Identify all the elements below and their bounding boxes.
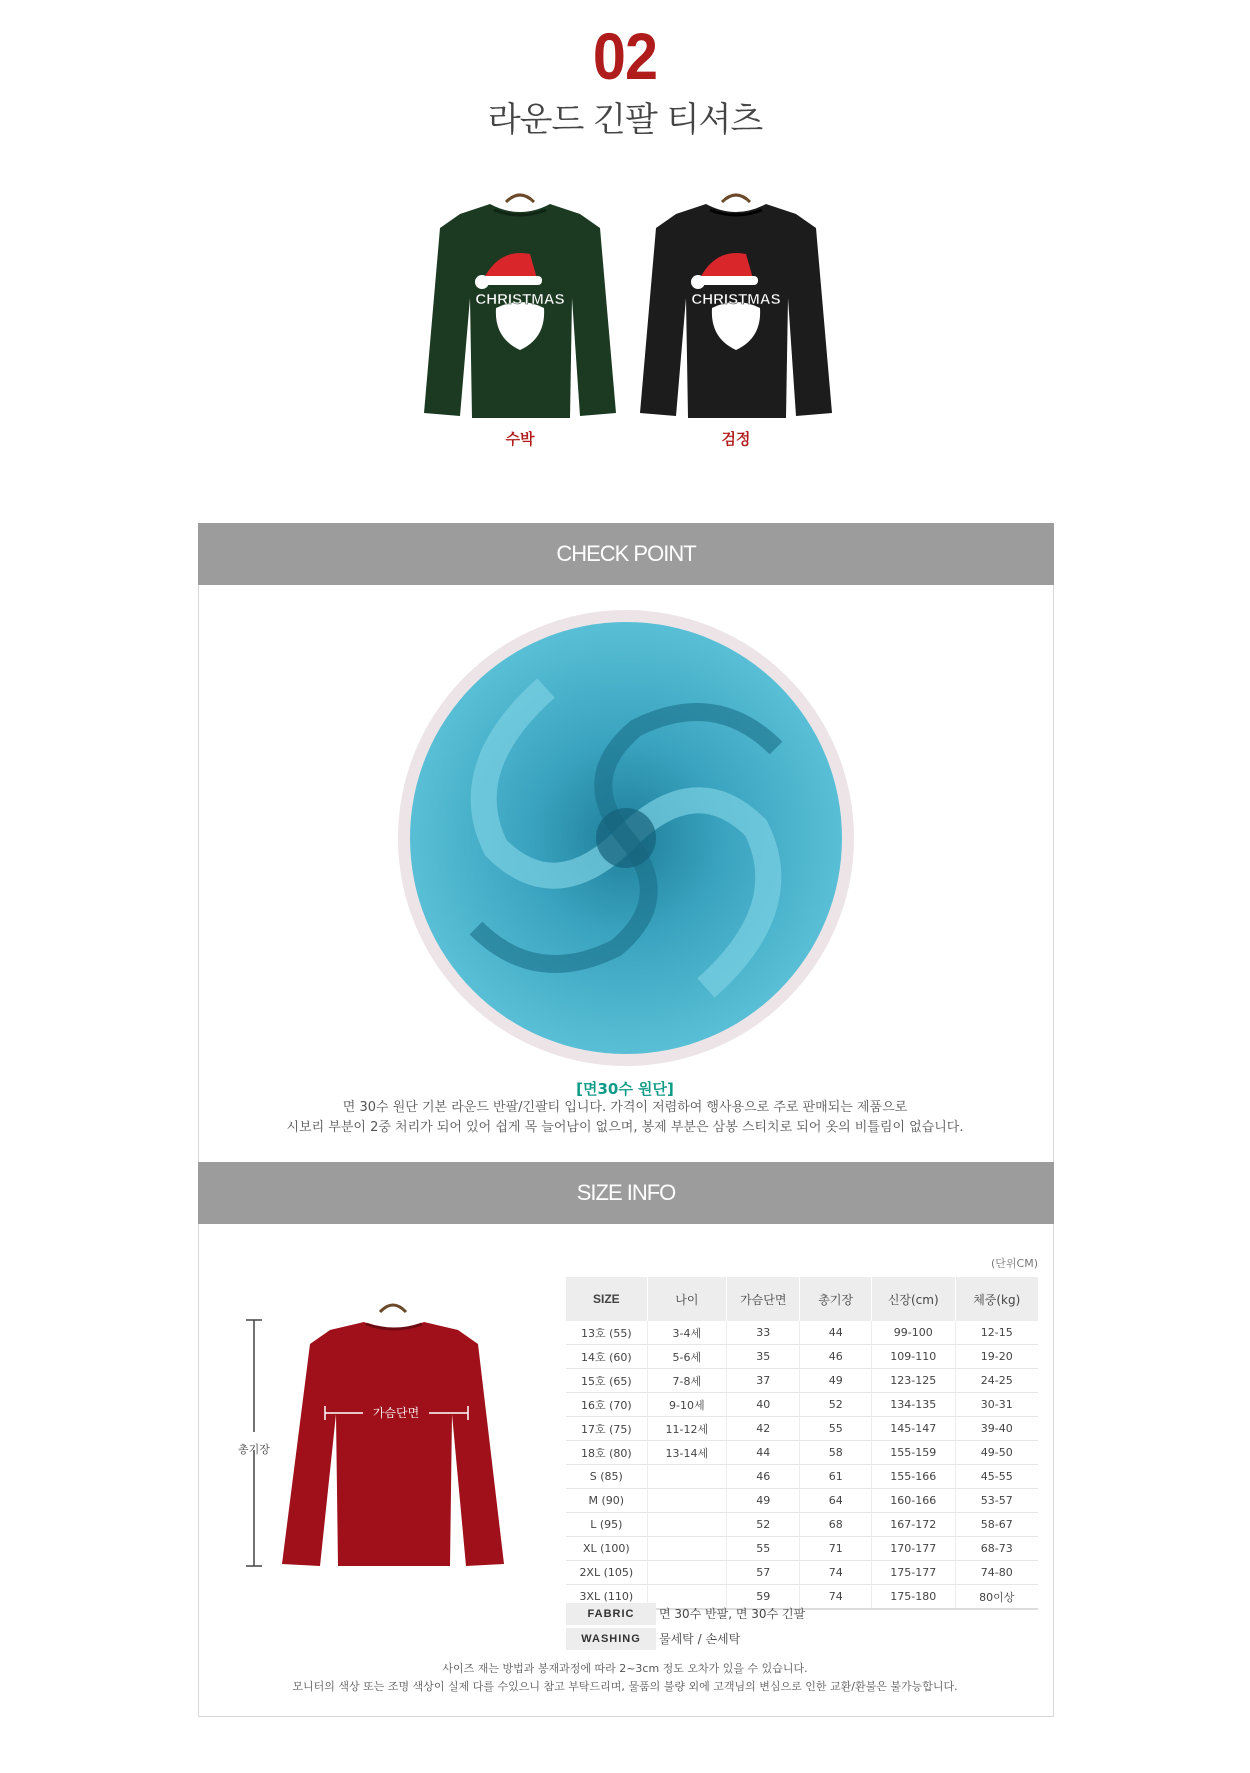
col-chest: 가슴단면 (727, 1277, 800, 1321)
size-cell (647, 1513, 726, 1537)
size-cell: 44 (800, 1321, 872, 1345)
fabric-key: FABRIC (566, 1603, 656, 1625)
size-cell: 35 (727, 1345, 800, 1369)
color-option-green[interactable] (420, 188, 620, 448)
check-point-header: CHECK POINT (198, 523, 1054, 585)
size-cell: 49 (800, 1369, 872, 1393)
size-cell: S (85) (566, 1465, 647, 1489)
print-text: CHRISTMAS (691, 291, 781, 308)
size-row (566, 1321, 1038, 1345)
size-cell: 14호 (60) (566, 1345, 647, 1369)
color-label-green: 수박 (505, 430, 535, 448)
size-cell (647, 1465, 726, 1489)
size-cell: M (90) (566, 1489, 647, 1513)
size-table-header (566, 1277, 1038, 1321)
size-cell: 55 (800, 1417, 872, 1441)
size-cell: XL (100) (566, 1537, 647, 1561)
size-cell: 7-8세 (647, 1369, 726, 1393)
size-row (566, 1465, 1038, 1489)
size-cell: L (95) (566, 1513, 647, 1537)
size-cell: 18호 (80) (566, 1441, 647, 1465)
size-cell: 155-166 (871, 1465, 955, 1489)
size-cell: 74 (800, 1561, 872, 1585)
size-cell: 175-177 (871, 1561, 955, 1585)
size-cell: 80이상 (955, 1585, 1038, 1610)
size-cell: 9-10세 (647, 1393, 726, 1417)
color-option-black[interactable] (636, 188, 836, 448)
size-table (566, 1277, 1038, 1610)
product-number: 02 (592, 19, 658, 93)
size-cell: 19-20 (955, 1345, 1038, 1369)
size-cell: 68-73 (955, 1537, 1038, 1561)
size-row (566, 1537, 1038, 1561)
size-cell: 37 (727, 1369, 800, 1393)
col-weight: 체중(kg) (955, 1277, 1038, 1321)
col-length: 총기장 (800, 1277, 872, 1321)
color-label-black: 검정 (721, 430, 751, 448)
size-cell: 59 (727, 1585, 800, 1610)
size-cell: 44 (727, 1441, 800, 1465)
size-row (566, 1369, 1038, 1393)
size-cell: 13호 (55) (566, 1321, 647, 1345)
size-row (566, 1513, 1038, 1537)
size-cell (647, 1537, 726, 1561)
size-cell: 30-31 (955, 1393, 1038, 1417)
unit-label: (단위CM) (990, 1257, 1038, 1270)
size-row (566, 1417, 1038, 1441)
size-row (566, 1561, 1038, 1585)
size-cell: 13-14세 (647, 1441, 726, 1465)
size-cell: 134-135 (871, 1393, 955, 1417)
tshirt-black-image (636, 188, 836, 418)
size-cell: 11-12세 (647, 1417, 726, 1441)
fabric-description-line-1: 면 30수 원단 기본 라운드 반팔/긴팔티 입니다. 가격이 저렴하여 행사용으로 주로 판매되는 제품으로 (342, 1100, 908, 1115)
size-cell: 3XL (110) (566, 1585, 647, 1610)
size-cell: 52 (800, 1393, 872, 1417)
size-notice (0, 1660, 1250, 1696)
size-cell: 16호 (70) (566, 1393, 647, 1417)
size-cell: 46 (727, 1465, 800, 1489)
size-row (566, 1441, 1038, 1465)
size-cell: 57 (727, 1561, 800, 1585)
size-cell: 49 (727, 1489, 800, 1513)
chest-label: 가슴단면 (372, 1406, 420, 1420)
size-cell: 45-55 (955, 1465, 1038, 1489)
size-cell: 52 (727, 1513, 800, 1537)
size-cell: 58-67 (955, 1513, 1038, 1537)
size-row (566, 1393, 1038, 1417)
size-cell: 61 (800, 1465, 872, 1489)
size-row (566, 1489, 1038, 1513)
size-cell: 74-80 (955, 1561, 1038, 1585)
size-cell: 74 (800, 1585, 872, 1610)
size-cell: 24-25 (955, 1369, 1038, 1393)
size-cell: 3-4세 (647, 1321, 726, 1345)
size-cell: 5-6세 (647, 1345, 726, 1369)
size-cell: 39-40 (955, 1417, 1038, 1441)
size-cell: 15호 (65) (566, 1369, 647, 1393)
size-cell: 170-177 (871, 1537, 955, 1561)
tshirt-green-image (420, 188, 620, 418)
size-cell: 2XL (105) (566, 1561, 647, 1585)
notice-line-2: 모니터의 색상 또는 조명 색상이 실제 다를 수있으니 참고 부탁드리며, 물품의 불량 외에 고객님의 변심으로 인한 교환/환불은 불가능합니다. (292, 1680, 958, 1693)
size-cell: 175-180 (871, 1585, 955, 1610)
fabric-value: 면 30수 반팔, 면 30수 긴팔 (659, 1607, 806, 1621)
size-cell (647, 1561, 726, 1585)
washing-key: WASHING (566, 1628, 656, 1650)
size-diagram (230, 1290, 520, 1580)
notice-line-1: 사이즈 재는 방법과 봉재과정에 따라 2~3cm 정도 오차가 있을 수 있습니다. (442, 1662, 808, 1675)
col-size: SIZE (566, 1277, 647, 1321)
size-cell: 109-110 (871, 1345, 955, 1369)
size-cell (647, 1489, 726, 1513)
length-label: 총기장 (238, 1443, 270, 1456)
size-cell: 160-166 (871, 1489, 955, 1513)
size-row (566, 1345, 1038, 1369)
size-cell: 145-147 (871, 1417, 955, 1441)
size-cell: 64 (800, 1489, 872, 1513)
col-height: 신장(cm) (871, 1277, 955, 1321)
size-cell: 123-125 (871, 1369, 955, 1393)
product-title: 라운드 긴팔 티셔츠 (487, 100, 763, 140)
size-cell: 68 (800, 1513, 872, 1537)
size-info-header: SIZE INFO (198, 1162, 1054, 1224)
print-text: CHRISTMAS (475, 291, 565, 308)
size-cell: 55 (727, 1537, 800, 1561)
size-cell: 40 (727, 1393, 800, 1417)
size-cell: 33 (727, 1321, 800, 1345)
fabric-swirl-image (396, 608, 856, 1068)
fabric-title: [면30수 원단] (576, 1080, 674, 1098)
size-cell: 46 (800, 1345, 872, 1369)
size-cell: 49-50 (955, 1441, 1038, 1465)
size-cell: 155-159 (871, 1441, 955, 1465)
size-cell: 167-172 (871, 1513, 955, 1537)
size-cell: 58 (800, 1441, 872, 1465)
size-cell: 53-57 (955, 1489, 1038, 1513)
col-age: 나이 (647, 1277, 726, 1321)
size-cell: 42 (727, 1417, 800, 1441)
washing-value: 물세탁 / 손세탁 (659, 1632, 741, 1646)
fabric-description (0, 1098, 1250, 1138)
size-cell: 12-15 (955, 1321, 1038, 1345)
size-cell: 71 (800, 1537, 872, 1561)
size-cell: 17호 (75) (566, 1417, 647, 1441)
size-cell: 99-100 (871, 1321, 955, 1345)
fabric-description-line-2: 시보리 부분이 2중 처리가 되어 있어 쉽게 목 늘어남이 없으며, 봉제 부분은 삼봉 스티치로 되어 옷의 비틀림이 없습니다. (286, 1120, 964, 1135)
